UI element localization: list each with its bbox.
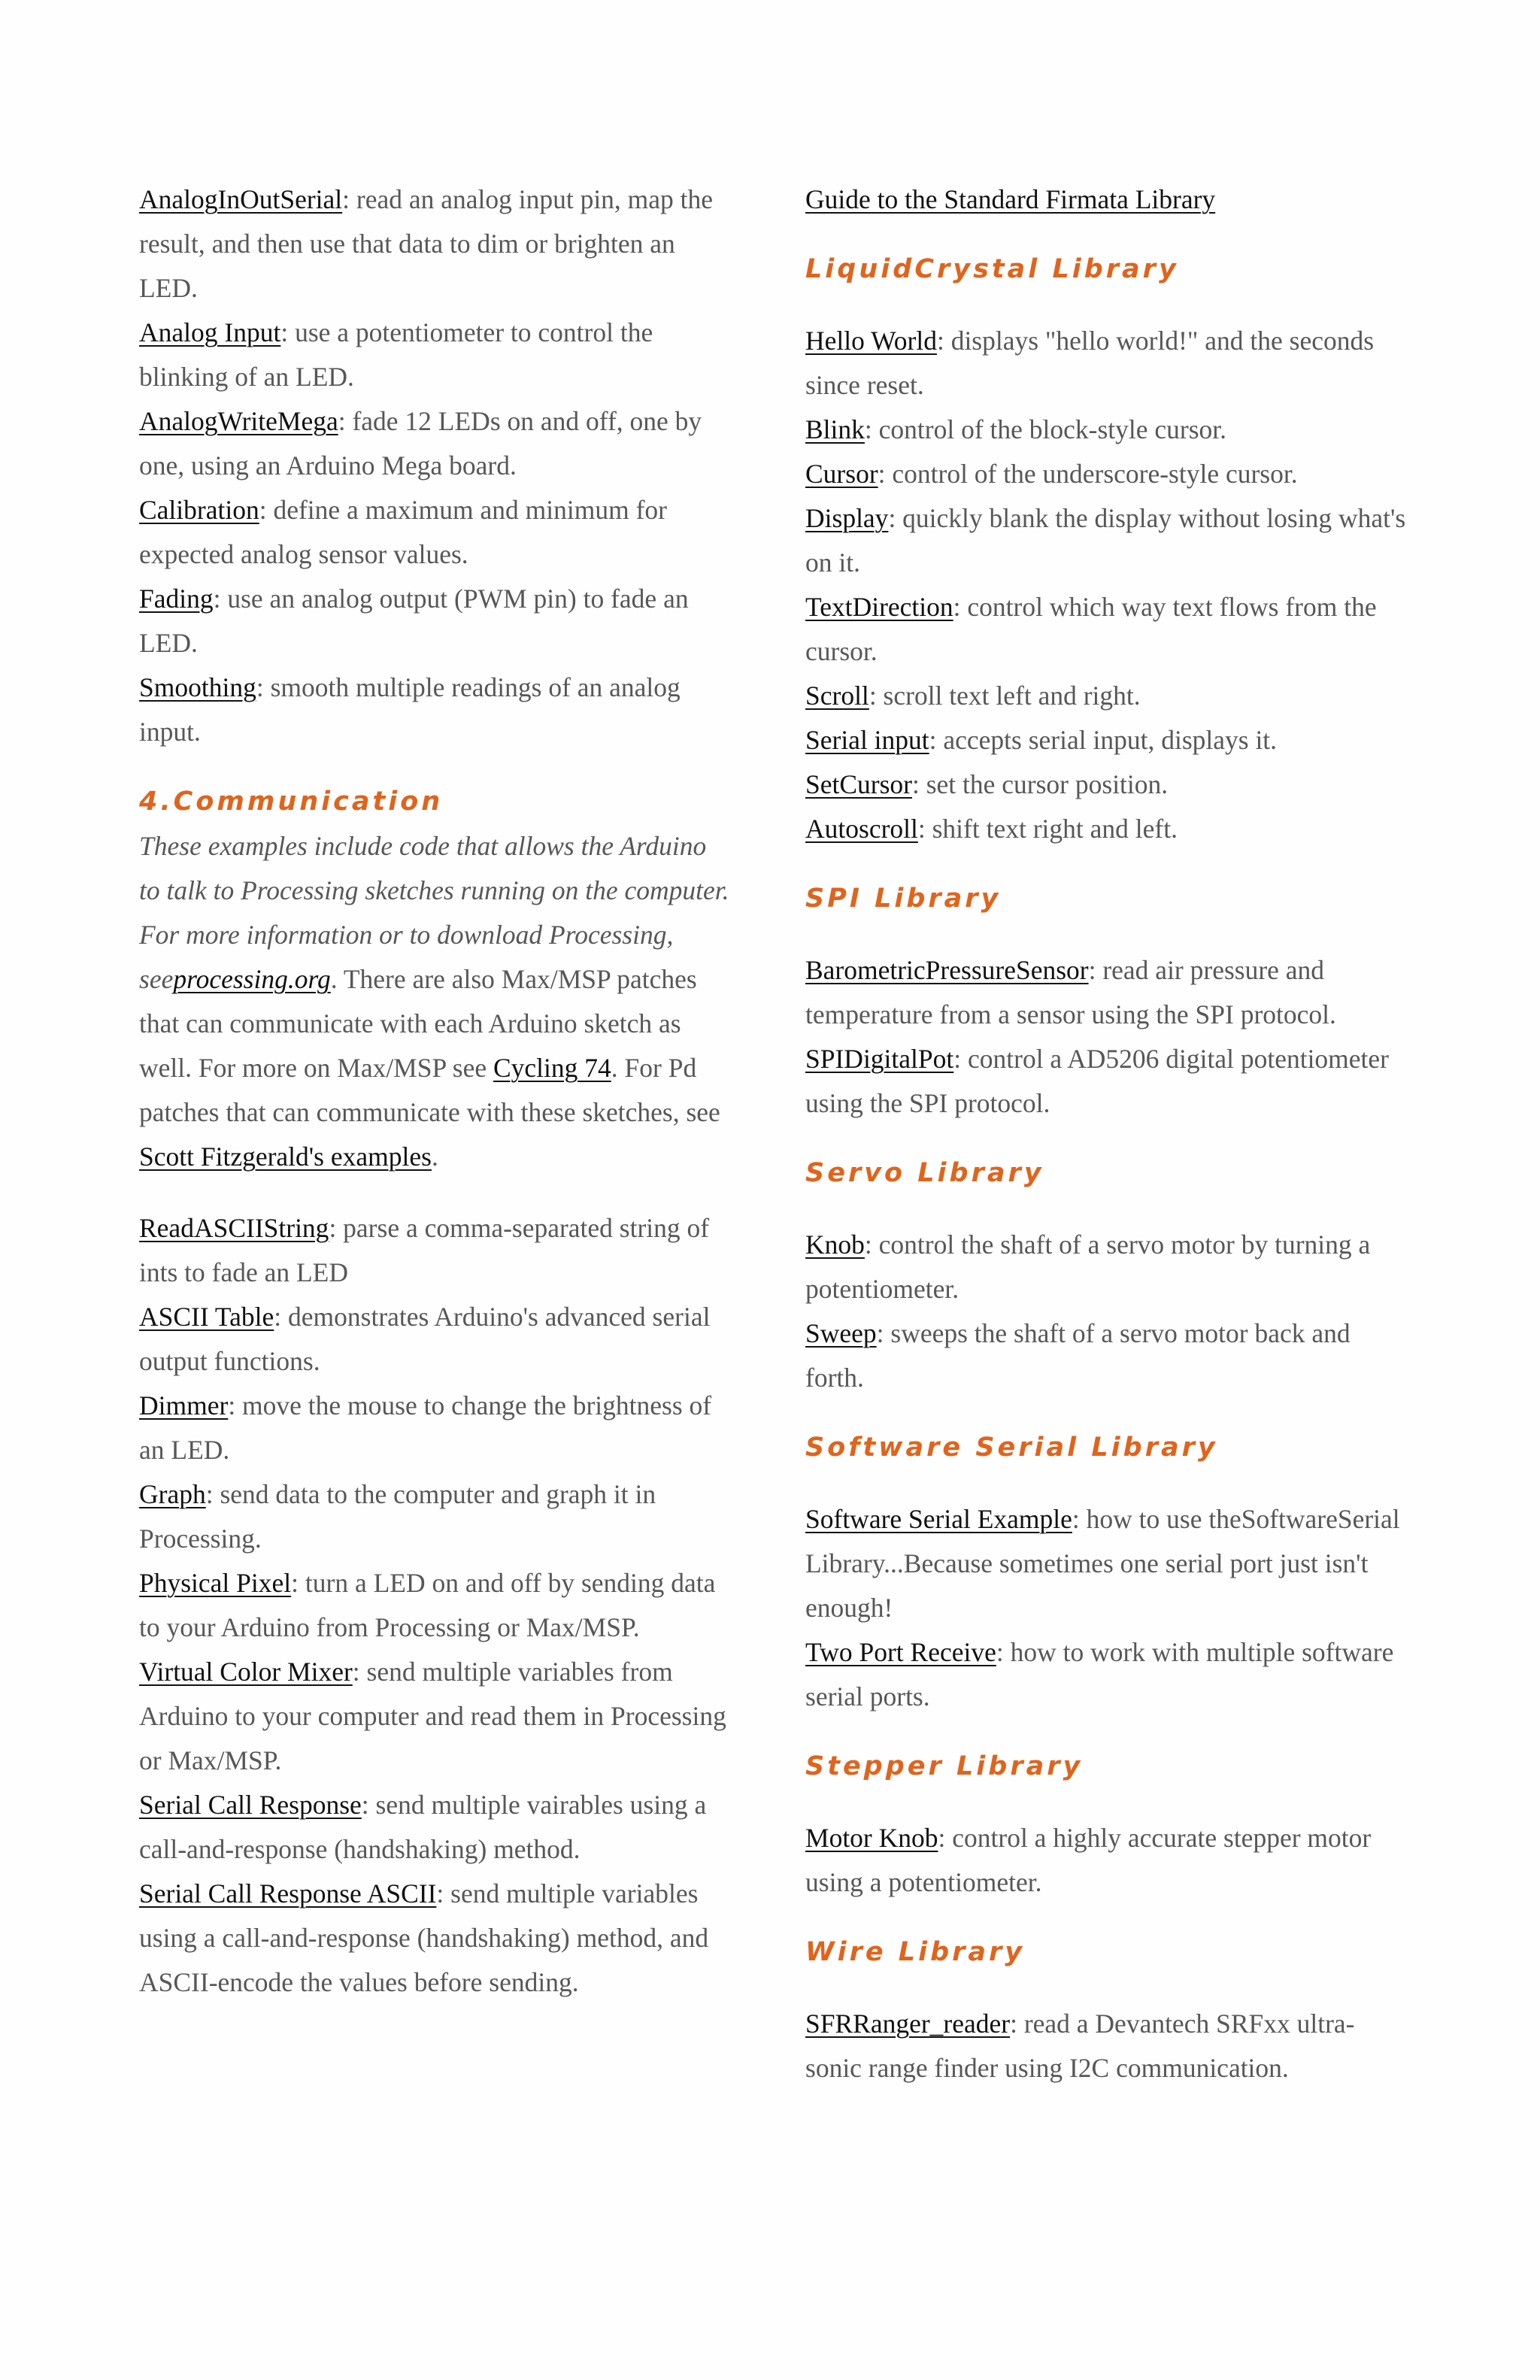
example-entry [139, 1295, 733, 1384]
analog-examples-list [139, 177, 733, 754]
example-description: : set the cursor position. [912, 769, 1169, 799]
softwareserial-examples-list [805, 1497, 1407, 1719]
example-entry [805, 319, 1407, 408]
example-description: : read a Devantech SRFxx ultra-sonic range finder using I2C communication. [805, 2009, 1355, 2083]
example-description: : send multiple variables from Arduino to your computer and read them in Processing or Max/MSP. [139, 1657, 726, 1775]
example-description: : control which way text flows from the cursor. [805, 592, 1377, 666]
example-description: : fade 12 LEDs on and off, one by one, using an Arduino Mega board. [139, 406, 702, 481]
example-link[interactable]: Display [805, 503, 889, 533]
example-entry [805, 807, 1407, 851]
intro-text-3: . [431, 1141, 438, 1172]
example-entry [139, 1872, 733, 2005]
example-link[interactable]: SetCursor [805, 769, 912, 799]
stepper-examples-list [805, 1816, 1407, 1905]
section-heading-spi: SPI Library [805, 884, 1002, 914]
servo-examples-list [805, 1223, 1407, 1400]
example-link[interactable]: Smoothing [139, 672, 256, 702]
example-entry [139, 399, 733, 488]
section-heading-wire: Wire Library [805, 1937, 1026, 1967]
example-entry [139, 1561, 733, 1650]
example-link[interactable]: Analog Input [139, 317, 281, 347]
example-description: : control a highly accurate stepper motor using a potentiometer. [805, 1823, 1372, 1897]
example-entry [805, 948, 1407, 1037]
example-entry [139, 177, 733, 311]
scott-fitzgerald-link[interactable]: Scott Fitzgerald's examples [139, 1141, 432, 1172]
example-link[interactable]: SPIDigitalPot [805, 1044, 954, 1074]
example-link[interactable]: Autoscroll [805, 814, 918, 844]
example-description: : how to use theSoftwareSerial Library...Because sometimes one serial port just isn't enough! [805, 1504, 1400, 1623]
example-entry [139, 577, 733, 665]
example-entry [805, 496, 1407, 585]
example-link[interactable]: Fading [139, 584, 214, 614]
example-entry [805, 2002, 1407, 2090]
example-entry [139, 488, 733, 577]
example-link[interactable]: Motor Knob [805, 1823, 938, 1853]
section-heading-communication: 4.Communication [139, 787, 444, 817]
example-description: : send data to the computer and graph it in Processing. [139, 1479, 656, 1554]
example-entry [805, 1630, 1407, 1719]
example-description: : scroll text left and right. [869, 681, 1141, 711]
example-link[interactable]: Serial input [805, 725, 929, 755]
left-column [139, 177, 733, 2005]
example-description: : use an analog output (PWM pin) to fade an LED. [139, 584, 689, 658]
example-entry [805, 585, 1407, 674]
example-entry [805, 1816, 1407, 1905]
example-link[interactable]: Physical Pixel [139, 1568, 292, 1598]
example-description: : accepts serial input, displays it. [929, 725, 1278, 755]
example-description: : how to work with multiple software serial ports. [805, 1637, 1394, 1711]
example-entry [805, 763, 1407, 807]
example-entry [139, 311, 733, 399]
example-description: : demonstrates Arduino's advanced serial output functions. [139, 1302, 711, 1376]
example-description: : use a potentiometer to control the blinking of an LED. [139, 317, 653, 392]
example-link[interactable]: Dimmer [139, 1390, 229, 1420]
example-description: : turn a LED on and off by sending data to your Arduino from Processing or Max/MSP. [139, 1568, 716, 1642]
example-entry [805, 674, 1407, 718]
cycling74-link[interactable]: Cycling 74 [493, 1053, 611, 1083]
example-entry [805, 1497, 1407, 1630]
example-link[interactable]: Software Serial Example [805, 1504, 1072, 1534]
example-link[interactable]: Two Port Receive [805, 1637, 996, 1667]
example-link[interactable]: Hello World [805, 326, 937, 356]
example-entry [805, 452, 1407, 496]
example-link[interactable]: AnalogInOutSerial [139, 184, 343, 214]
example-description: : read an analog input pin, map the result, and then use that data to dim or brighten an LED. [139, 184, 714, 303]
section-heading-softwareserial: Software Serial Library [805, 1433, 1218, 1463]
intro-italic-text: These examples include code that allows the Arduino to talk to Processing sketches running on the computer. For more information or to download Processing, see [139, 831, 729, 994]
firmata-guide-link[interactable]: Guide to the Standard Firmata Library [805, 184, 1216, 214]
example-description: : control a AD5206 digital potentiometer using the SPI protocol. [805, 1044, 1389, 1118]
example-entry [139, 1206, 733, 1295]
example-link[interactable]: TextDirection [805, 592, 953, 622]
spi-examples-list [805, 948, 1407, 1126]
example-link[interactable]: Sweep [805, 1318, 877, 1348]
wire-examples-list [805, 2002, 1407, 2090]
example-link[interactable]: Blink [805, 414, 865, 444]
example-link[interactable]: Cursor [805, 459, 878, 489]
processing-org-link[interactable]: processing.org [173, 964, 331, 994]
example-description: : shift text right and left. [917, 814, 1178, 844]
example-description: : send multiple variables using a call-and-response (handshaking) method, and ASCII-encode the values before sending. [139, 1878, 709, 1997]
example-entry [139, 1384, 733, 1472]
example-entry [805, 408, 1407, 452]
communication-examples-list [139, 1206, 733, 2005]
example-link[interactable]: Serial Call Response ASCII [139, 1878, 437, 1909]
example-description: : send multiple vairables using a call-and-response (handshaking) method. [139, 1790, 707, 1864]
liquidcrystal-examples-list [805, 319, 1407, 851]
example-link[interactable]: Calibration [139, 495, 259, 525]
section-heading-liquidcrystal: LiquidCrystal Library [805, 254, 1179, 284]
example-description: : control of the block-style cursor. [864, 414, 1227, 444]
firmata-guide-entry [805, 177, 1407, 222]
example-description: : quickly blank the display without losing what's on it. [805, 503, 1406, 578]
example-entry [139, 1472, 733, 1561]
communication-intro [139, 824, 733, 1179]
example-description: : read air pressure and temperature from a sensor using the SPI protocol. [805, 955, 1336, 1029]
example-entry [805, 1311, 1407, 1400]
example-description: : define a maximum and minimum for expected analog sensor values. [139, 495, 667, 569]
example-description: : parse a comma-separated string of ints to fade an LED [139, 1213, 710, 1287]
section-heading-stepper: Stepper Library [805, 1751, 1084, 1781]
example-description: : sweeps the shaft of a servo motor back and forth. [805, 1318, 1351, 1393]
right-column [805, 177, 1407, 2090]
example-description: : control of the underscore-style cursor. [878, 459, 1298, 489]
example-entry [139, 665, 733, 754]
example-link[interactable]: Graph [139, 1479, 206, 1509]
example-description: : displays "hello world!" and the seconds since reset. [805, 326, 1375, 400]
example-entry [805, 1037, 1407, 1126]
example-link[interactable]: BarometricPressureSensor [805, 955, 1089, 985]
example-entry [805, 1223, 1407, 1311]
example-entry [805, 718, 1407, 763]
example-link[interactable]: Knob [805, 1229, 865, 1260]
example-entry [139, 1650, 733, 1783]
example-link[interactable]: ASCII Table [139, 1302, 274, 1332]
example-link[interactable]: AnalogWriteMega [139, 406, 338, 436]
example-link[interactable]: Scroll [805, 681, 869, 711]
example-entry [139, 1783, 733, 1872]
section-heading-servo: Servo Library [805, 1158, 1044, 1188]
intro-text-2: . For Pd patches that can communicate with these sketches, see [139, 1053, 720, 1127]
example-description: : smooth multiple readings of an analog input. [139, 672, 681, 747]
example-link[interactable]: SFRRanger_reader [805, 2009, 1011, 2039]
example-link[interactable]: Serial Call Response [139, 1790, 362, 1820]
example-link[interactable]: Virtual Color Mixer [139, 1657, 353, 1687]
example-link[interactable]: ReadASCIIString [139, 1213, 329, 1243]
example-description: : move the mouse to change the brightness of an LED. [139, 1390, 712, 1465]
intro-text-1: . There are also Max/MSP patches that can communicate with each Arduino sketch as well. For more on Max/MSP see [139, 964, 697, 1083]
example-description: : control the shaft of a servo motor by turning a potentiometer. [805, 1229, 1371, 1304]
